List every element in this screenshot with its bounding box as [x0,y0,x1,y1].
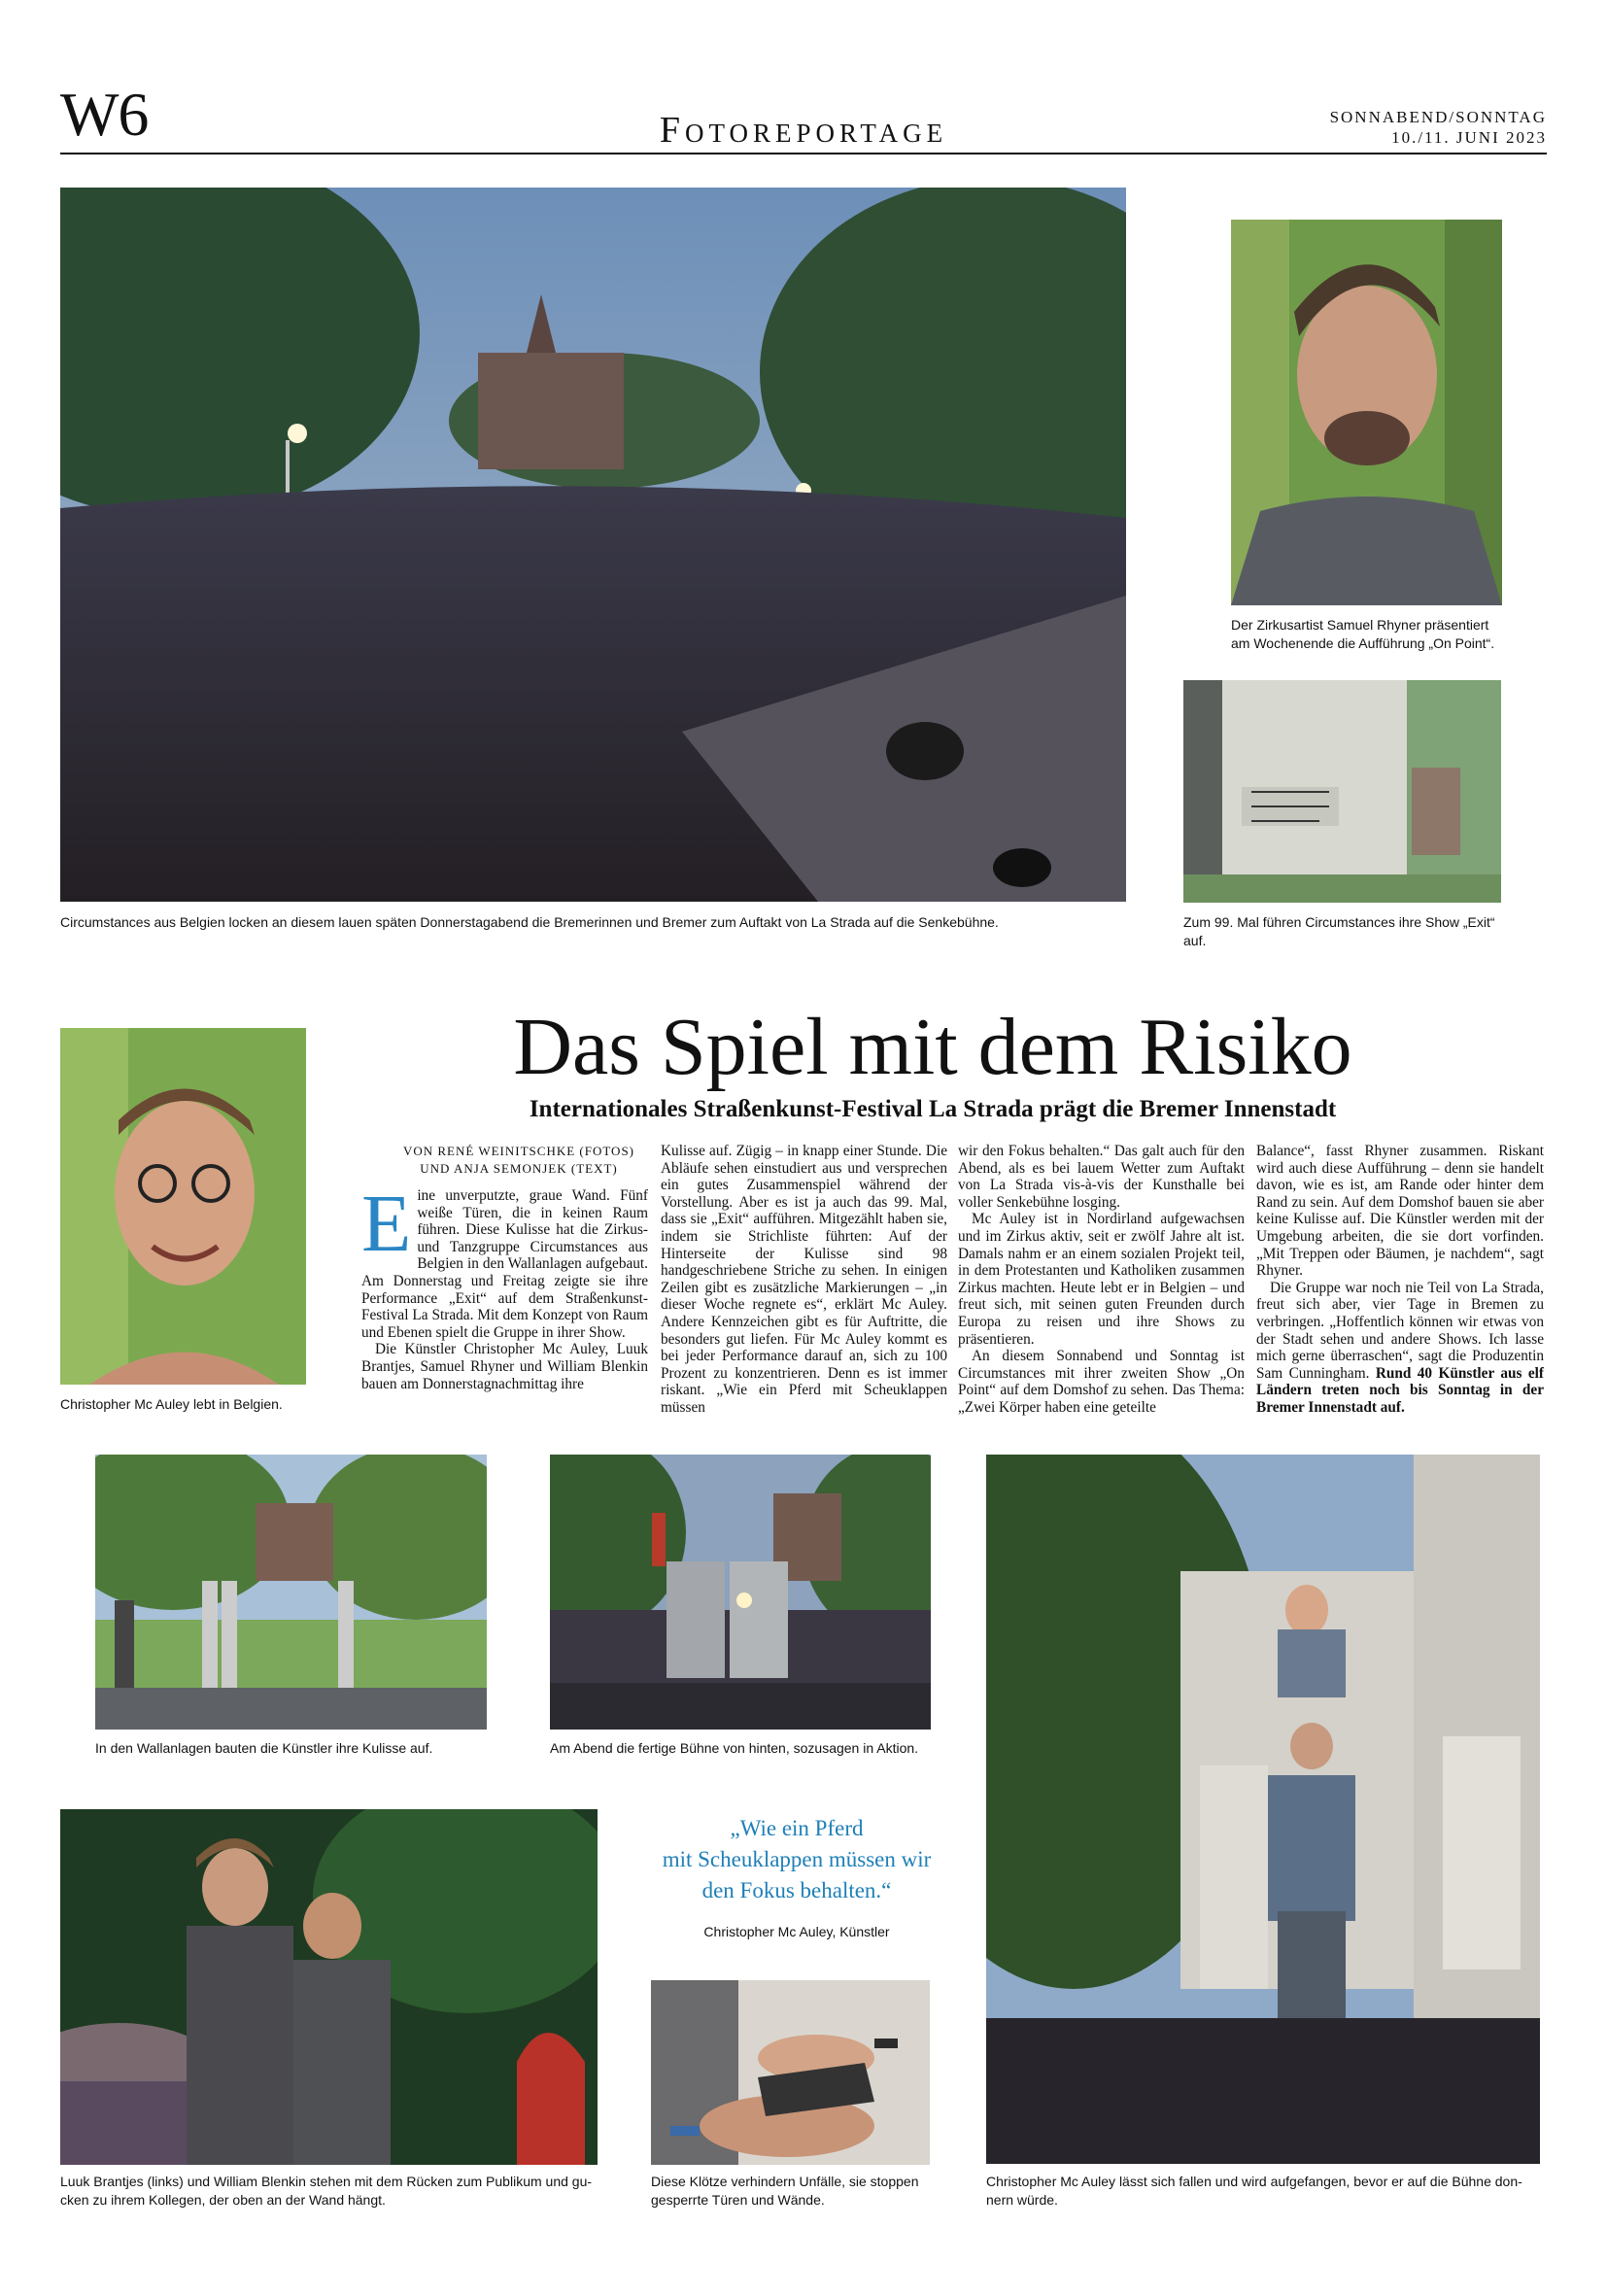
article-column-3 [958,1143,1245,1417]
caption-build: In den Wallanlagen bauten die Künstler ihre Kulisse auf. [95,1740,433,1756]
byline-line1: VON RENÉ WEINITSCHKE (FOTOS) [402,1144,635,1158]
dateline-day: SONNABEND/SONNTAG [1329,108,1547,126]
col3-paragraph-2: Mc Auley ist in Nordirland aufgewachsen und im Zirkus aktiv, seit er zwölf Jahre alt ist. Damals nahm er an einem sozialen Projekt teil, in dem Protestanten und Katholiken zusammen Zirkus machten. Heute lebt er in Belgien – und freut sich, mit seinen guten Freunden durch Europa zu reisen und ihre Shows zu präsentieren. [958,1211,1245,1348]
col4-closing-bold: Rund 40 Künstler aus elf Ländern treten noch bis Sonntag in der Bremer Innenstadt auf. [1256,1364,1544,1416]
page-number: W6 [60,80,149,149]
caption-rhyner-line1: Der Zirkusartist Samuel Rhyner präsentiert [1231,617,1489,633]
pull-quote-line1: „Wie ein Pferd [730,1816,864,1840]
section-title: Fotoreportage [659,110,948,151]
photo-crowd [60,188,1126,902]
caption-blocks [651,2173,942,2210]
caption-stage: Am Abend die fertige Bühne von hinten, sozusagen in Aktion. [550,1740,919,1756]
photo-mcauley [60,1028,306,1385]
byline-line2: UND ANJA SEMONJEK (TEXT) [420,1161,618,1176]
dateline-date: 10./11. JUNI 2023 [1391,128,1547,147]
col4-paragraph-2: Die Gruppe war noch nie Teil von La Strada, freut sich aber, vier Tage in Bremen zu verbringen. „Hoffentlich können wir etwas von der Stadt sehen und andere Shows. Ich lasse mich gerne überraschen“, sagt die Produzentin Sam Cunningham. [1256,1279,1544,1382]
caption-tally: Zum 99. Mal führen Circumstances ihre Show „Exit“ auf. [1183,914,1495,948]
photo-rhyner [1231,220,1502,605]
pull-quote-author: Christopher Mc Auley, Künstler [703,1924,890,1939]
article-column-1 [361,1179,648,1392]
caption-acrobat-line2: nern würde. [986,2192,1058,2208]
caption-acrobat-line1: Christopher Mc Auley lässt sich fallen und wird aufgefangen, bevor er auf die Bühne don- [986,2174,1522,2189]
col1-paragraph-2: Die Künstler Christopher Mc Auley, Luuk Brantjes, Samuel Rhyner und William Blenkin bauen am Donnerstagnachmittag ihre [361,1341,648,1392]
caption-rhyner-line2: am Wochenende die Aufführung „On Point“. [1231,635,1495,651]
byline [373,1143,665,1178]
article-column-2 [661,1143,947,1417]
photo-build [95,1455,487,1730]
caption-mcauley: Christopher Mc Auley lebt in Belgien. [60,1396,283,1412]
caption-crowd: Circumstances aus Belgien locken an diesem lauen späten Donnerstagabend die Bremerinnen und Bremer zum Auftakt von La Strada auf die Senkebühne. [60,914,999,930]
photo-blocks [651,1980,930,2165]
caption-duo-line2: cken zu ihrem Kollegen, der oben an der Wand hängt. [60,2192,386,2208]
photo-tally [1183,680,1501,903]
article-column-4 [1256,1143,1544,1417]
dropcap: E [361,1179,412,1269]
dateline [1330,107,1547,148]
pull-quote [641,1813,952,1906]
col4-paragraph-1: Balance“, fasst Rhyner zusammen. Riskant wird auch diese Aufführung – denn sie handelt davon, wie es ist, am Rande oder hinter dem Rand zu sein. Auf dem Domshof bauen sie aber keine Kulisse auf. Die Künstler werden mit der Umgebung arbeiten, die sie dort vorfinden. „Mit Treppen oder Bäumen, je nachdem“, sagt Rhyner. [1256,1143,1544,1280]
col2-paragraph-1: Kulisse auf. Zügig – in knapp einer Stunde. Die Abläufe sehen einstudiert aus und versprechen ein gutes Zusammenspiel während der Vorstellung. Aber es ist ja auch das 99. Mal, dass sie „Exit“ aufführen. Mitgezählt haben sie, indem sie Strichliste führten: Auf der Hinterseite der Kulisse sind 98 handgeschriebene Striche zu sehen. In einigen Zeilen gibt es zusätzliche Markierungen – „in dieser Woche regnete es“, erklärt Mc Auley. Andere Kennzeichen gibt es für Auftritte, die besonders gut liefen. Für Mc Auley kommt es bei jeder Performance darauf an, sich zu 100 Prozent zu konzentrieren. Denn es ist immer riskant. „Wie ein Pferd mit Scheuklappen müssen [661,1143,947,1416]
photo-duo [60,1809,598,2165]
photo-acrobat [986,1455,1540,2164]
col3-paragraph-3: An diesem Sonnabend und Sonntag ist Circumstances mit ihrer zweiten Show „On Point“ auf dem Domshof zu sehen. Das Thema: „Zwei Körper haben eine geteilte [958,1348,1245,1416]
caption-acrobat [986,2173,1550,2210]
photo-stage [550,1455,931,1730]
caption-duo [60,2173,624,2210]
header-rule [60,153,1547,154]
pull-quote-line3: den Fokus behalten.“ [701,1878,892,1902]
caption-duo-line1: Luuk Brantjes (links) und William Blenkin stehen mit dem Rücken zum Publikum und gu- [60,2174,593,2189]
caption-rhyner [1231,616,1522,653]
col1-paragraph-1: ine unverputzte, graue Wand. Fünf weiße Türen, die in keinen Raum führen. Diese Kulisse hat die Zirkus- und Tanzgruppe Circumstances aus Belgien in den Wallanlagen aufgebaut. Am Donnerstag und Freitag zeigte sie ihre Performance „Exit“ auf dem Straßenkunst-Festival La Strada. Mit dem Konzept von Raum und Ebenen spielt die Gruppe in ihrer Show. [361,1187,648,1341]
article-headline: Das Spiel mit dem Risiko [513,1002,1352,1092]
caption-blocks-line2: gesperrte Türen und Wände. [651,2192,825,2208]
col3-paragraph-1: wir den Fokus behalten.“ Das galt auch für den Abend, als es bei lauem Wetter zum Auftakt von La Strada vis-à-vis der Kunsthalle bei voller Senkebühne losging. [958,1143,1245,1211]
pull-quote-line2: mit Scheuklappen müssen wir [662,1847,932,1871]
article-subheadline: Internationales Straßenkunst-Festival La Strada prägt die Bremer Innenstadt [529,1096,1337,1122]
caption-blocks-line1: Diese Klötze verhindern Unfälle, sie stoppen [651,2174,919,2189]
